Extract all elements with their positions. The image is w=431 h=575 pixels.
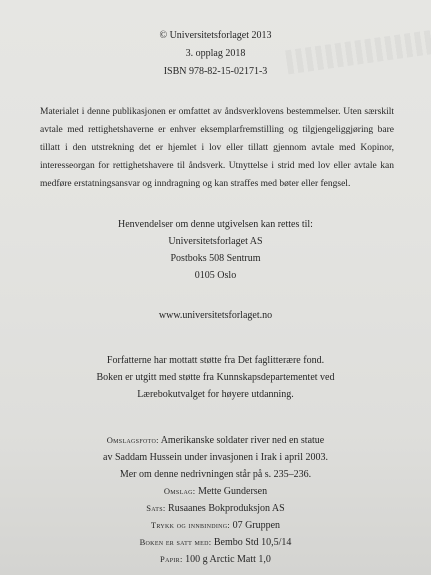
- cover-credit: [0, 483, 431, 500]
- support-line-3: Lærebokutvalget for høyere utdanning.: [137, 389, 294, 400]
- print-credit: [0, 517, 431, 534]
- support-line-2: Boken er utgitt med støtte fra Kunnskapsdepartementet ved: [96, 372, 335, 383]
- postal-box: Postboks 508 Sentrum: [170, 253, 261, 264]
- cover-photo-credit: [0, 432, 431, 449]
- print-value: 07 Gruppen: [232, 520, 281, 531]
- font-value: Bembo Std 10,5/14: [213, 537, 292, 548]
- font-label: Boken er satt med:: [139, 537, 212, 547]
- inquiry-block: [0, 216, 431, 284]
- support-line-1: Forfatterne har mottatt støtte fra Det faglitterære fond.: [106, 355, 325, 366]
- postal-city: 0105 Oslo: [194, 270, 237, 281]
- inquiry-heading: Henvendelser om denne utgivelsen kan rettes til:: [118, 219, 313, 230]
- isbn-line: ISBN 978-82-15-02171-3: [163, 66, 268, 77]
- cover-photo-text-1: Amerikanske soldater river ned en statue: [160, 435, 325, 446]
- publisher-name: Universitetsforlaget AS: [168, 236, 263, 247]
- cover-value: Mette Gundersen: [197, 486, 268, 497]
- copyright-line: © Universitetsforlaget 2013: [159, 30, 272, 41]
- cover-photo-label: Omslagsfoto:: [106, 435, 159, 445]
- print-label: Trykk og innbinding:: [150, 520, 231, 530]
- paper-credit: [0, 551, 431, 568]
- copyright-block: [0, 27, 431, 81]
- cover-photo-text-2: av Saddam Hussein under invasjonen i Irak i april 2003.: [103, 452, 328, 463]
- cover-photo-text-3: Mer om denne nedrivningen står på s. 235–236.: [119, 469, 312, 480]
- support-block: [0, 352, 431, 403]
- website-link[interactable]: www.universitetsforlaget.no: [158, 310, 273, 321]
- legal-notice: Materialet i denne publikasjonen er omfattet av åndsverklovens bestemmelser. Uten særskilt avtale med rettighetshaverne er enhver eksemplarfremstilling og tilgjengeliggjøring bare tillatt i den utstrekning det er hjemlet i lov eller tillatt gjennom avtale med Kopinor, interesseorgan for rettighetshavere til åndsverk. Utnyttelse i strid med lov eller avtale kan medføre erstatningsansvar og inndragning og kan straffes med bøter eller fengsel.: [40, 107, 394, 189]
- font-credit: [0, 534, 431, 551]
- edition-line: 3. opplag 2018: [185, 48, 246, 59]
- typeset-value: Rusaanes Bokproduksjon AS: [168, 503, 285, 514]
- paper-value: 100 g Arctic Matt 1,0: [185, 554, 271, 565]
- paper-label: Papir:: [160, 554, 183, 564]
- cover-label: Omslag:: [163, 486, 196, 496]
- typeset-credit: [0, 500, 431, 517]
- typeset-label: Sats:: [146, 503, 166, 513]
- credits-block: [0, 432, 431, 568]
